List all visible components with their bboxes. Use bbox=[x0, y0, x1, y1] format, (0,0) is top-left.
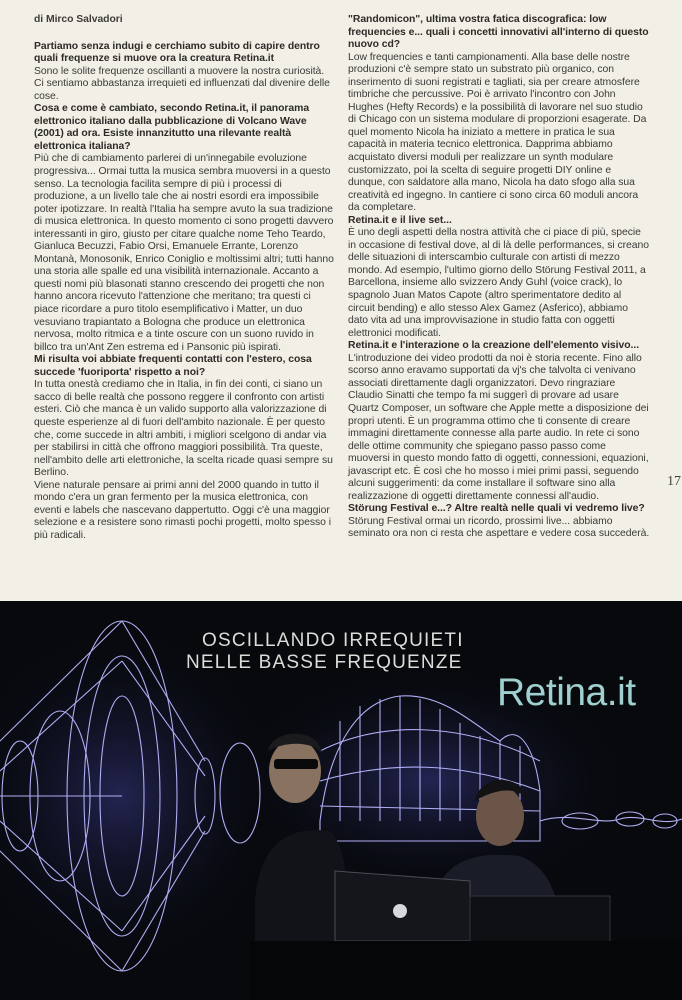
question-paragraph: Störung Festival e...? Altre realtà nelle quali vi vedremo live? bbox=[348, 503, 645, 515]
answer-paragraph: Low frequencies e tanti campionamenti. Alla base delle nostre produzioni c'è sempre stato un substrato più organico, con inserimento di suoni registrati e tagliati, sia per creare atmosfere timbriche che percussive. Poi è arrivato l'incontro con John Hughes (Hefty Records) e la possibilità di lavorare nel suo studio di Chicago con un sistema modulare di proporzioni esagerate. Da quel momento Nicola ha iniziato a mettere in pratica le sua capacità in materia tecnico elettronica. Dapprima abbiamo acquistato diversi moduli per realizzare un synth modulare customizzato, poi la scelta di seguire progetti DIY online e dunque, con saldatore alla mano, Nicola ha dato sfogo alla sua creatività ed ingegno. In cantiere ci sono circa 60 moduli ancora da completare. bbox=[348, 51, 647, 214]
page-number: 17 bbox=[667, 474, 681, 489]
left-column-body bbox=[34, 41, 336, 543]
byline: di Mirco Salvadori bbox=[34, 14, 123, 25]
right-column bbox=[348, 14, 650, 541]
question-paragraph: Retina.it e il live set... bbox=[348, 214, 452, 226]
left-column bbox=[34, 14, 336, 542]
answer-paragraph: Sono le solite frequenze oscillanti a muovere la nostra curiosità. Ci sentiamo abbastanza irrequieti ed influenzati dal divenire delle cose. bbox=[34, 65, 330, 102]
question-paragraph: Cosa e come è cambiato, secondo Retina.it, il panorama elettronico italiano dalla pubblicazione di Volcano Wave (2001) ad ora. Esiste innanzitutto una rilevante realtà elettronica italiana? bbox=[34, 103, 310, 152]
answer-paragraph: L'introduzione dei video prodotti da noi è storia recente. Fino allo scorso anno eravamo supportati da vj's che talvolta ci venivano associati direttamente dagli organizzatori. Devo ringraziare Claudio Sinatti che tempo fa mi suggerì di provare ad usare Quartz Composer, un software che Apple mette a disposizione dei propri utenti. È un programma ottimo che ti consente di creare immagini direttamente connesse alla parte audio. In rete ci sono delle ottime community che spiegano passo passo come muoversi in questo mondo fatto di oggetti, connessioni, equazioni, javascript etc. È così che ho mosso i miei primi passi, seguendo alcuni suggerimenti: da come installare il software sino alla realizzazione di oggetti direttamente connessi all'audio. bbox=[348, 352, 649, 502]
answer-paragraph: Störung Festival ormai un ricordo, prossimi live... abbiamo seminato ora non ci resta che aspettare e vedere cosa succederà. bbox=[348, 515, 650, 540]
answer-paragraph: Viene naturale pensare ai primi anni del 2000 quando in tutto il mondo c'era un gran fermento per la musica elettronica, con eventi e labels che nascevano dappertutto. Oggi c'è una maggior selezione e a resistere sono rimasti pochi progetti, molto spesso i più radicali. bbox=[34, 479, 331, 541]
answer-paragraph: Più che di cambiamento parlerei di un'innegabile evoluzione progressiva... Ormai tutta la musica sembra muoversi in a questo senso. La tecnologia facilita sempre di più i processi di produzione, a un livello tale che ai nostri esordi era impossibile poter ipotizzare. In realtà l'Italia ha sempre avuto la sua tradizione di musica elettronica. In questo momento ci sono progetti davvero interessanti in giro, giusto per citare qualche nome Teho Teardo, Gianluca Becuzzi, Fabio Orsi, Emanuele Errante, Lorenzo Montanà, Monosonik, Enrico Coniglio e moltissimi altri; tutti hanno una storia alle spalle ed una visibilità internazionale. Accanto a questi nomi più blasonati stanno crescendo dei progetti che non hanno ancora ricevuto l'attenzione che meritano; tra questi ci piace ricordare a puro titolo esemplificativo i Matter, un duo vesuviano trapiantato a Bologna che produce un elettronica nervosa, molto ritmica e a tinte oscure con un suono ruvido in billco tra un'Ant Zen estrema ed i Pansonic più ispirati. bbox=[34, 153, 334, 353]
answer-paragraph: È uno degli aspetti della nostra attività che ci piace di più, specie in occasione di festival dove, al di là delle performances, si creano delle situazioni di interscambio culturale con artisti di mezzo mondo. Ad esempio, l'ultimo giorno dello Störung Festival 2011, a Barcellona, insieme allo svizzero Andy Guhl (voice crack), lo spagnolo Juan Matos Capote (altro sperimentatore dedito al circuit bending) e allo stesso Alex Gamez (Asferico), abbiamo dato vita ad una improvvisazione in studio fatta con oggetti elettronici modificati. bbox=[348, 227, 649, 339]
question-paragraph: "Randomicon", ultima vostra fatica discografica: low frequencies e... quali i concetti innovativi all'interno di questo nuovo cd? bbox=[348, 14, 649, 51]
brand-logo-text: Retina.it bbox=[497, 671, 636, 714]
question-paragraph: Partiamo senza indugi e cerchiamo subito di capire dentro quali frequenze si muove ora la creatura Retina.it bbox=[34, 40, 320, 65]
headline-line-1: OSCILLANDO IRREQUIETI bbox=[202, 630, 464, 651]
question-paragraph: Mi risulta voi abbiate frequenti contatti con l'estero, cosa succede 'fuoriporta' rispetto a noi? bbox=[34, 354, 312, 378]
headline-line-2: NELLE BASSE FREQUENZE bbox=[186, 652, 463, 673]
right-column-body bbox=[348, 14, 650, 541]
answer-paragraph: In tutta onestà crediamo che in Italia, in fin dei conti, ci siano un sacco di belle realtà che possono reggere il confronto con artisti esteri. Ciò che manca è un valido supporto alla valorizzazione di queste esperienze al di fuori dell'ambito nazionale. È per questo che, come succede in altri ambiti, i migliori scelgono di andar via per stabilirsi in città che offrono maggiori possibilità. Tra queste, nell'ambito delle arti elettroniche, la scelta ricade quasi sempre su Berlino. bbox=[34, 379, 333, 479]
question-paragraph: Retina.it e l'interazione o la creazione dell'elemento visivo... bbox=[348, 340, 640, 352]
